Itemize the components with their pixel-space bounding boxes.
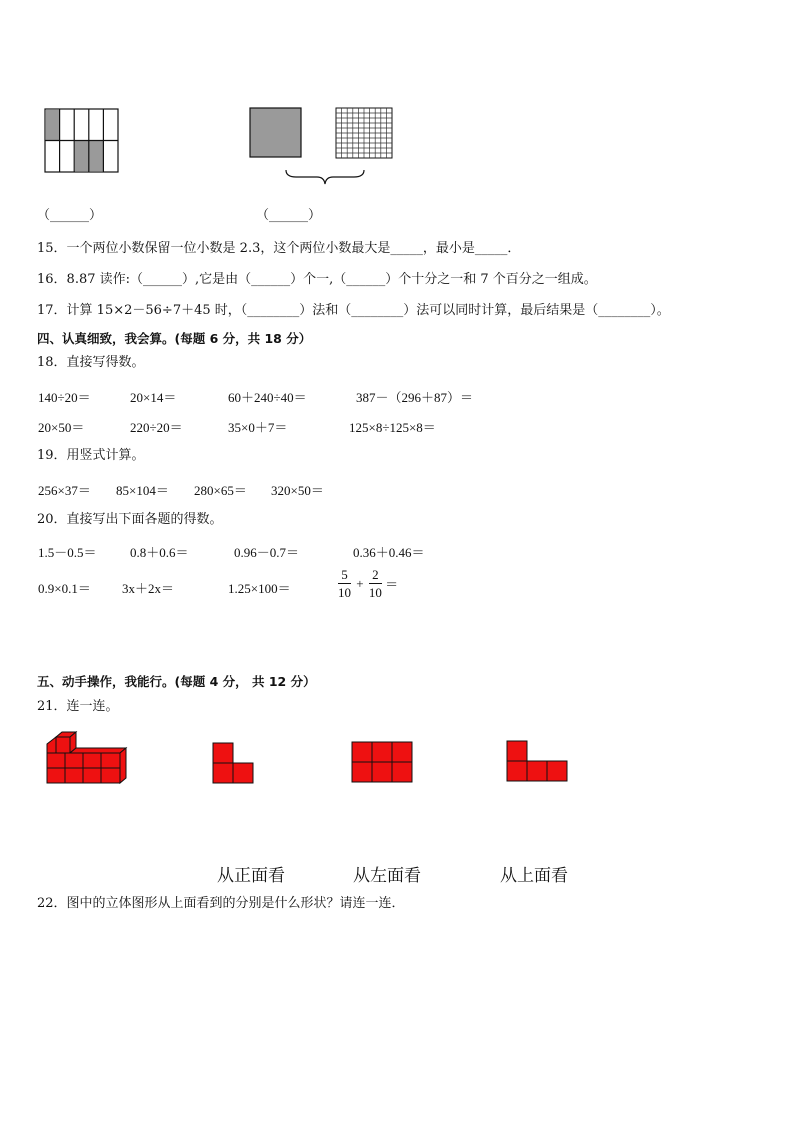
fraction-numerator: 5 (341, 567, 348, 582)
shaded-square-figure (249, 107, 303, 159)
fraction-numerator: 2 (372, 567, 379, 582)
q20-r2-c3: 1.25×100＝ (228, 581, 291, 596)
question-20: 20．直接写出下面各题的得数。 (37, 512, 223, 527)
q20-fraction-expression (338, 567, 398, 600)
q18-r2-c4: 125×8÷125×8＝ (349, 420, 436, 435)
plus-sign: + (356, 575, 364, 591)
fraction-strip-figure (44, 108, 120, 174)
q20-r1-c4: 0.36＋0.46＝ (353, 545, 425, 560)
section-4-heading: 四、认真细致，我会算。(每题 6 分，共 18 分） (37, 331, 312, 346)
fraction-denominator: 10 (338, 585, 351, 600)
fraction-denominator: 10 (368, 585, 382, 600)
view-shape-3x2 (351, 741, 413, 783)
question-15: 15．一个两位小数保留一位小数是 2.3，这个两位小数最大是_____，最小是_____． (37, 241, 521, 256)
q18-r1-c4: 387－（296＋87）＝ (356, 390, 474, 405)
q19-c1: 256×37＝ (38, 483, 91, 498)
question-19: 19．用竖式计算。 (37, 448, 145, 463)
view-label-front: 从正面看 (217, 866, 285, 886)
view-shape-l-long (506, 740, 568, 782)
blank-answer-b[interactable]: （______） (256, 208, 322, 223)
q18-r2-c1: 20×50＝ (38, 420, 85, 435)
q20-r1-c1: 1.5－0.5＝ (38, 545, 97, 560)
section-5-heading: 五、动手操作，我能行。(每题 4 分， 共 12 分） (37, 674, 316, 689)
view-label-top: 从上面看 (500, 866, 568, 886)
q19-c2: 85×104＝ (116, 483, 169, 498)
q20-r2-c1: 0.9×0.1＝ (38, 581, 91, 596)
question-16: 16．8.87 读作:（______）,它是由（______）个一,（______）个十分之一和 7 个百分之一组成。 (37, 272, 597, 287)
question-18: 18．直接写得数。 (37, 355, 145, 370)
view-shape-l-small (212, 742, 256, 784)
q20-r1-c2: 0.8＋0.6＝ (130, 545, 189, 560)
hundred-grid-figure (335, 107, 393, 159)
view-label-left: 从左面看 (353, 866, 421, 886)
question-21: 21．连一连。 (37, 699, 119, 714)
fraction-two-tenths (369, 567, 382, 600)
q18-r1-c3: 60＋240÷40＝ (228, 390, 307, 405)
q18-r1-c2: 20×14＝ (130, 390, 177, 405)
q18-r2-c3: 35×0＋7＝ (228, 420, 288, 435)
blank-answer-a[interactable]: （______） (37, 208, 103, 223)
q18-r2-c2: 220÷20＝ (130, 420, 183, 435)
brace-icon (284, 168, 366, 188)
q19-c4: 320×50＝ (271, 483, 324, 498)
fraction-five-tenths (338, 567, 351, 600)
question-22: 22．图中的立体图形从上面看到的分别是什么形状？请连一连． (37, 896, 405, 911)
equals-sign: ＝ (385, 577, 399, 592)
q20-r1-c3: 0.96－0.7＝ (234, 545, 300, 560)
q20-r2-c2: 3x＋2x＝ (122, 581, 175, 596)
q18-r1-c1: 140÷20＝ (38, 390, 91, 405)
question-17: 17．计算 15×2－56÷7＋45 时，（________）法和（________）法可以同时计算，最后结果是（________）。 (37, 303, 670, 318)
q19-c3: 280×65＝ (194, 483, 247, 498)
cube-stack-3d-figure (46, 731, 130, 791)
